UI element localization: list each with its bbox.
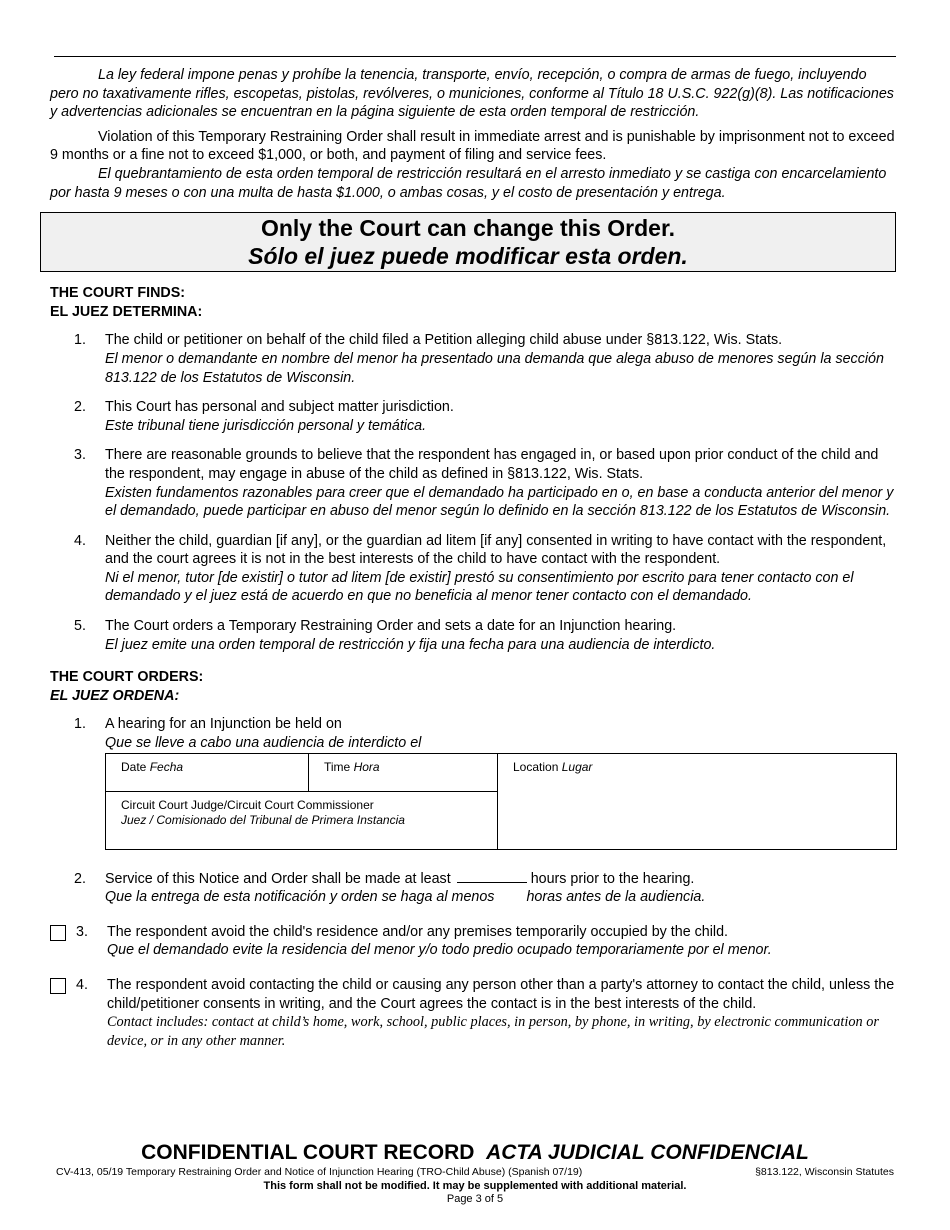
order-number: 1. [74, 716, 86, 733]
finding-text-es: Ni el menor, tutor [de existir] o tutor ad litem [de existir] prestó su consentimiento por escrito para tener contacto con el demandado y el juez está de acuerdo en que no beneficia al menor tener contacto con el demandado. [105, 569, 854, 605]
finding-text-en: Neither the child, guardian [if any], or the guardian ad litem [if any] consented in writing to have contact with the respondent, and the court agrees it is not in the best interests of the child to have contact with the respondent. [105, 532, 887, 568]
court-change-banner [40, 212, 896, 272]
order-number: 4. [76, 977, 88, 993]
top-rule [54, 56, 896, 57]
finding-text-en: The Court orders a Temporary Restraining Order and sets a date for an Injunction hearing. [105, 618, 677, 635]
hearing-location-field[interactable] [498, 753, 897, 849]
court-finds-heading-en: THE COURT FINDS: [50, 285, 186, 302]
location-label-es: Lugar [561, 759, 593, 774]
confidential-label-es: ACTA JUDICIAL CONFIDENCIAL [486, 1141, 809, 1164]
avoid-contact-checkbox[interactable] [50, 978, 66, 994]
page-footer [0, 1140, 950, 1206]
hearing-date-field[interactable] [106, 753, 309, 791]
finding-text-en: There are reasonable grounds to believe that the respondent has engaged in, or based upon prior conduct of the child and the respondent, may engage in abuse of the child as defined in §813.122, Wis. Stats. [105, 447, 879, 482]
order-text-en: The respondent avoid contacting the child or causing any person other than a party's attorney to contact the child, unless the child/petitioner consents in writing, and the Court agrees the contact is in the best interests of the child. [107, 977, 895, 1012]
finding-item [50, 532, 896, 606]
finding-text-es: El juez emite una orden temporal de restricción y fija una fecha para una audiencia de interdicto. [105, 636, 716, 653]
banner-line-es: Sólo el juez puede modificar esta orden. [248, 243, 688, 270]
time-label-es: Hora [353, 759, 380, 774]
order-item-avoid-contact [50, 976, 896, 1050]
time-label-en: Time [324, 759, 351, 774]
finding-text-es: El menor o demandante en nombre del menor ha presentado una demanda que alega abuso de menores según la sección 813.122 de los Estatutos de Wisconsin. [105, 350, 884, 386]
service-hours-blank[interactable] [457, 870, 527, 883]
order-number: 3. [76, 923, 88, 940]
judge-label-en: Circuit Court Judge/Circuit Court Commissioner [121, 797, 374, 812]
finding-text-en: The child or petitioner on behalf of the child filed a Petition alleging child abuse under §813.122, Wis. Stats. [105, 332, 783, 349]
date-label-en: Date [121, 759, 147, 774]
finding-item [50, 331, 896, 387]
court-orders-heading-en: THE COURT ORDERS: [50, 669, 204, 686]
finding-item [50, 446, 896, 520]
page-number: Page 3 of 5 [446, 1193, 504, 1205]
document-page [50, 66, 896, 1061]
finding-text-en: This Court has personal and subject matter jurisdiction. [105, 399, 454, 416]
hearing-details-table [105, 753, 897, 850]
finding-item [50, 617, 896, 654]
service-text-es-a: Que la entrega de esta notificación y orden se haga al menos [105, 889, 495, 906]
hearing-judge-field[interactable] [106, 791, 498, 849]
banner-line-en: Only the Court can change this Order. [260, 215, 676, 242]
hearing-time-field[interactable] [309, 753, 498, 791]
order-item-service [50, 870, 896, 907]
confidential-label-en: CONFIDENTIAL COURT RECORD [141, 1141, 475, 1164]
order-text-en: The respondent avoid the child's residence and/or any premises temporarily occupied by the child. [107, 923, 729, 940]
service-text-en-b: hours prior to the hearing. [530, 870, 695, 887]
judge-label-es: Juez / Comisionado del Tribunal de Primera Instancia [121, 812, 405, 827]
finding-number: 5. [74, 618, 86, 635]
orders-list [50, 715, 896, 1050]
finding-number: 1. [74, 332, 86, 349]
violation-notice-en: Violation of this Temporary Restraining Order shall result in immediate arrest and is punishable by imprisonment not to exceed 9 months or a fine not to exceed $1,000, or both, and payment of filing and service fees. [50, 128, 895, 164]
finding-number: 2. [74, 399, 86, 416]
finding-text-es: Existen fundamentos razonables para creer que el demandado ha participado en o, en base a conducta anterior del menor y el demandado, puede participar en abuso del menor según lo definido en la sección 813.122 de los Estatutos de Wisconsin. [105, 484, 894, 520]
order-item-avoid-residence [50, 923, 896, 960]
form-id: CV-413, 05/19 Temporary Restraining Order and Notice of Injunction Hearing (TRO-Child Abuse) (Spanish 07/19) [56, 1166, 583, 1178]
finding-number: 4. [74, 532, 86, 549]
court-orders-heading [50, 668, 896, 705]
finding-text-es: Este tribunal tiene jurisdicción personal y temática. [105, 417, 427, 434]
service-text-en-a: Service of this Notice and Order shall be made at least [105, 870, 451, 887]
modification-notice: This form shall not be modified. It may be supplemented with additional material. [263, 1180, 687, 1192]
contact-definition-text: Contact includes: contact at child’s home, work, school, public places, in person, by phone, in writing, by electronic communication or device, or in any other manner. [107, 1014, 879, 1049]
order-number: 2. [74, 870, 86, 887]
confidential-record-label [0, 1140, 950, 1166]
finding-number: 3. [74, 447, 86, 464]
avoid-residence-checkbox[interactable] [50, 925, 66, 941]
violation-notice-es: El quebrantamiento de esta orden temporal de restricción resultará en el arresto inmediato y se castiga con encarcelamiento por hasta 9 meses o con una multa de hasta $1.000, o ambas cosas, y el costo de presentación y entrega. [50, 165, 887, 201]
finding-item [50, 398, 896, 435]
court-orders-heading-es: EL JUEZ ORDENA: [50, 687, 180, 704]
statute-reference: §813.122, Wisconsin Statutes [755, 1166, 894, 1178]
order-text-es: Que se lleve a cabo una audiencia de interdicto el [105, 735, 422, 752]
order-text-en: A hearing for an Injunction be held on [105, 716, 342, 733]
order-text-es: Que el demandado evite la residencia del menor y/o todo predio ocupado temporariamente por el menor. [107, 942, 772, 959]
findings-list [50, 331, 896, 654]
court-finds-heading [50, 284, 896, 321]
federal-firearms-notice-es: La ley federal impone penas y prohíbe la tenencia, transporte, envío, recepción, o compra de armas de fuego, incluyendo pero no taxativamente rifles, escopetas, pistolas, revólveres, o municiones, conforme al Título 18 U.S.C. 922(g)(8). Las notificaciones y advertencias adicionales se encuentran en la página siguiente de esta orden temporal de restricción. [50, 67, 894, 121]
court-finds-heading-es: EL JUEZ DETERMINA: [50, 303, 203, 320]
service-text-es-b: horas antes de la audiencia. [526, 889, 706, 906]
order-item-hearing [50, 715, 896, 752]
location-label-en: Location [513, 759, 559, 774]
date-label-es: Fecha [149, 759, 184, 774]
